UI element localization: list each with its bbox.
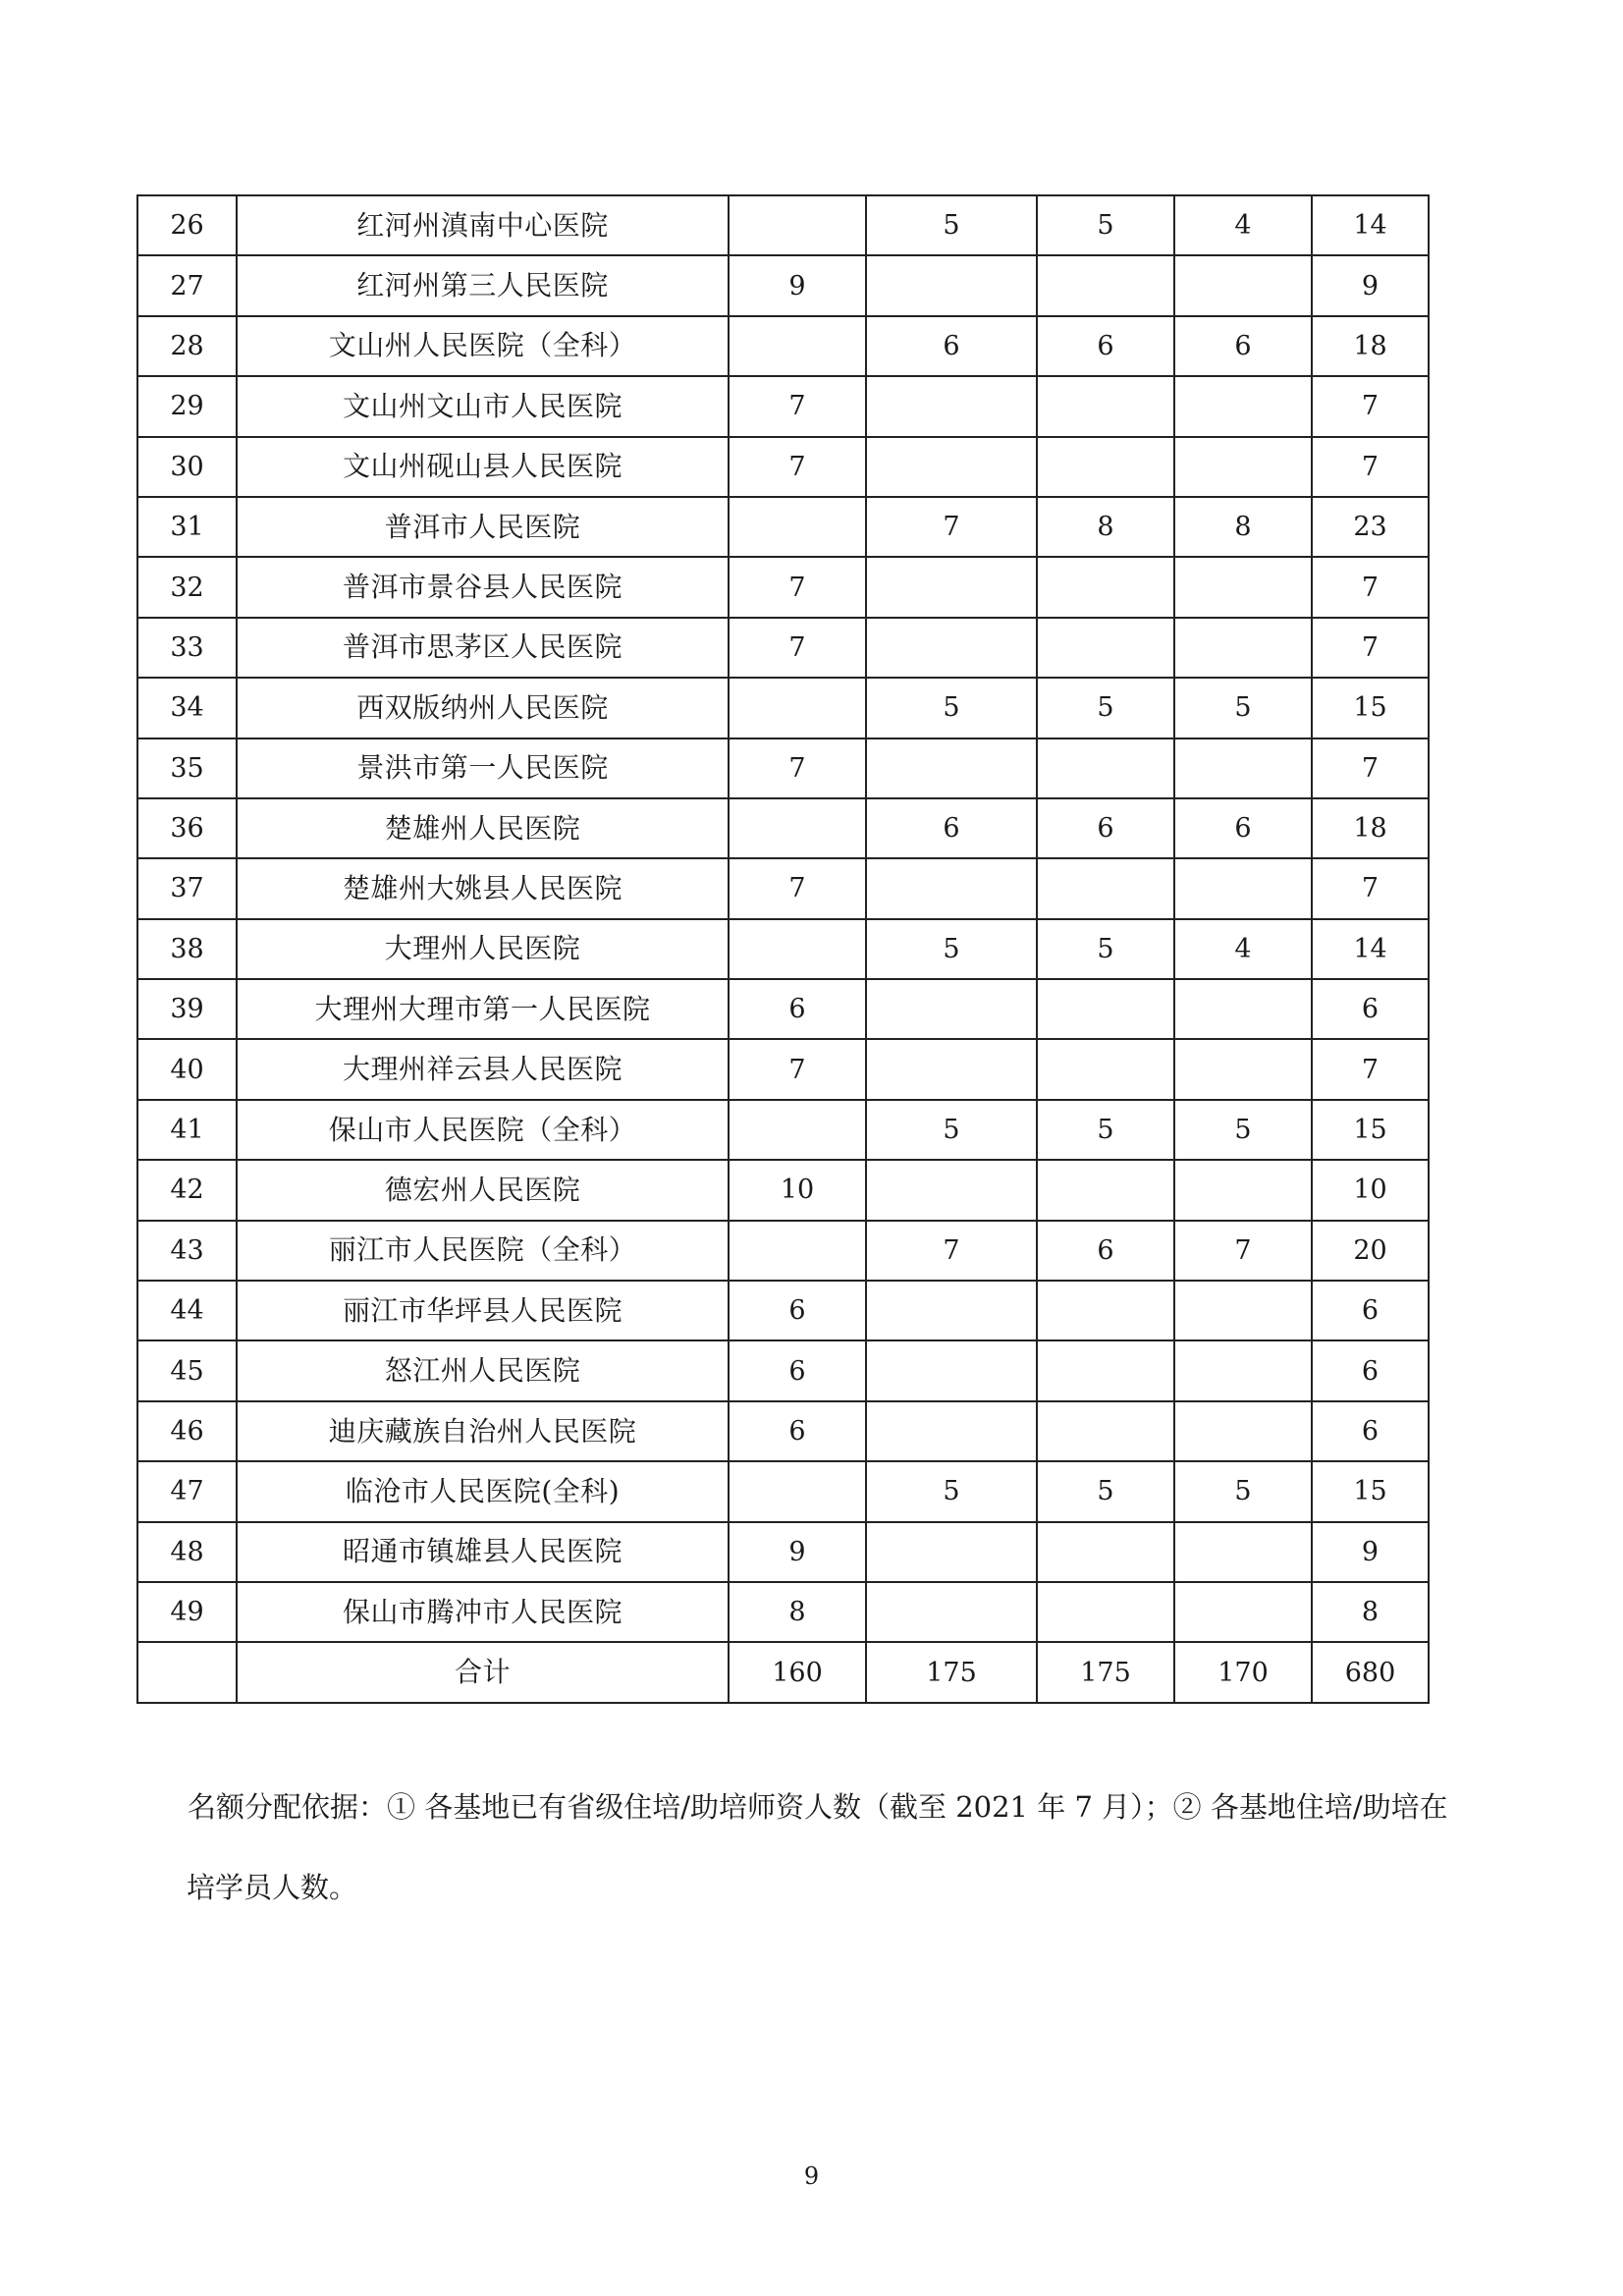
cell-total: 7 [1312,557,1429,617]
cell-hospital-name: 保山市人民医院（全科） [237,1100,729,1160]
cell-number: 48 [137,1522,237,1582]
table-row [137,255,1429,315]
cell-number: 44 [137,1281,237,1340]
table-row [137,678,1429,738]
cell-number: 34 [137,678,237,738]
cell-quota-4 [1174,376,1312,436]
cell-number: 35 [137,738,237,798]
cell-total: 20 [1312,1221,1429,1281]
cell-number: 46 [137,1401,237,1461]
cell-quota-2 [866,618,1037,678]
table-row [137,1461,1429,1521]
cell-quota-2: 6 [866,798,1037,858]
cell-number: 45 [137,1340,237,1400]
cell-quota-4: 5 [1174,1461,1312,1521]
cell-quota-4 [1174,437,1312,497]
cell-total: 10 [1312,1160,1429,1220]
cell-quota-1: 7 [729,618,866,678]
cell-hospital-name: 西双版纳州人民医院 [237,678,729,738]
cell-quota-3: 5 [1037,1100,1174,1160]
cell-quota-3 [1037,858,1174,918]
table-row [137,376,1429,436]
cell-quota-2 [866,1340,1037,1400]
cell-quota-3: 175 [1037,1642,1174,1702]
cell-quota-1: 8 [729,1582,866,1642]
cell-quota-1: 7 [729,738,866,798]
cell-quota-4: 6 [1174,798,1312,858]
cell-quota-2 [866,1401,1037,1461]
cell-quota-1: 6 [729,1340,866,1400]
cell-hospital-name: 文山州文山市人民医院 [237,376,729,436]
cell-quota-3: 5 [1037,1461,1174,1521]
cell-quota-2 [866,376,1037,436]
cell-quota-3 [1037,738,1174,798]
cell-quota-3 [1037,1039,1174,1099]
cell-quota-1 [729,195,866,255]
cell-quota-3 [1037,1401,1174,1461]
cell-number: 36 [137,798,237,858]
cell-number: 33 [137,618,237,678]
cell-total: 15 [1312,1461,1429,1521]
cell-quota-1: 6 [729,1281,866,1340]
cell-quota-3: 8 [1037,497,1174,557]
table-row [137,1522,1429,1582]
cell-total: 18 [1312,798,1429,858]
cell-number: 47 [137,1461,237,1521]
table-row [137,798,1429,858]
allocation-note-line2: 培学员人数。 [187,1871,358,1904]
cell-hospital-name: 文山州人民医院（全科） [237,316,729,376]
table-row [137,1401,1429,1461]
cell-quota-1 [729,919,866,979]
cell-total: 6 [1312,1340,1429,1400]
cell-hospital-name: 景洪市第一人民医院 [237,738,729,798]
table-row [137,618,1429,678]
cell-number: 42 [137,1160,237,1220]
cell-hospital-name: 普洱市人民医院 [237,497,729,557]
cell-quota-4 [1174,255,1312,315]
cell-quota-4: 5 [1174,1100,1312,1160]
cell-total: 15 [1312,678,1429,738]
cell-quota-3 [1037,1160,1174,1220]
cell-total: 7 [1312,858,1429,918]
cell-quota-1: 7 [729,376,866,436]
cell-quota-2 [866,557,1037,617]
cell-quota-4 [1174,557,1312,617]
cell-quota-4 [1174,1340,1312,1400]
table-row [137,1340,1429,1400]
table-total-row [137,1642,1429,1702]
cell-quota-2 [866,1160,1037,1220]
cell-quota-1: 160 [729,1642,866,1702]
cell-quota-2: 7 [866,497,1037,557]
cell-total: 7 [1312,1039,1429,1099]
cell-hospital-name: 德宏州人民医院 [237,1160,729,1220]
table-row [137,738,1429,798]
cell-hospital-name: 普洱市思茅区人民医院 [237,618,729,678]
cell-quota-1 [729,1461,866,1521]
cell-number: 41 [137,1100,237,1160]
cell-quota-2 [866,1281,1037,1340]
cell-hospital-name: 大理州人民医院 [237,919,729,979]
cell-quota-4 [1174,1160,1312,1220]
cell-quota-3 [1037,1340,1174,1400]
cell-quota-3 [1037,255,1174,315]
cell-quota-3 [1037,437,1174,497]
cell-quota-4 [1174,1522,1312,1582]
cell-quota-3 [1037,618,1174,678]
cell-quota-2 [866,255,1037,315]
cell-quota-4 [1174,979,1312,1039]
table-row [137,1100,1429,1160]
table-row [137,1160,1429,1220]
cell-quota-1: 6 [729,979,866,1039]
cell-number: 40 [137,1039,237,1099]
cell-hospital-name: 保山市腾冲市人民医院 [237,1582,729,1642]
cell-quota-4: 4 [1174,195,1312,255]
cell-hospital-name: 普洱市景谷县人民医院 [237,557,729,617]
cell-quota-1: 7 [729,1039,866,1099]
cell-total: 14 [1312,195,1429,255]
cell-quota-2: 5 [866,678,1037,738]
cell-quota-4: 7 [1174,1221,1312,1281]
table-row [137,437,1429,497]
cell-hospital-name: 临沧市人民医院(全科) [237,1461,729,1521]
cell-quota-1: 9 [729,1522,866,1582]
cell-quota-2: 5 [866,195,1037,255]
cell-total: 14 [1312,919,1429,979]
cell-quota-4 [1174,1039,1312,1099]
cell-quota-4 [1174,1281,1312,1340]
cell-total: 23 [1312,497,1429,557]
cell-total: 9 [1312,255,1429,315]
cell-quota-2: 175 [866,1642,1037,1702]
cell-quota-3: 6 [1037,798,1174,858]
cell-quota-1: 7 [729,557,866,617]
cell-quota-2 [866,979,1037,1039]
cell-quota-1 [729,1221,866,1281]
table-row [137,557,1429,617]
cell-quota-1 [729,1100,866,1160]
cell-quota-4 [1174,618,1312,678]
cell-quota-3 [1037,1522,1174,1582]
cell-total: 7 [1312,376,1429,436]
cell-quota-4: 170 [1174,1642,1312,1702]
cell-quota-2: 5 [866,1461,1037,1521]
cell-quota-4 [1174,1401,1312,1461]
cell-quota-3: 5 [1037,195,1174,255]
table-row [137,195,1429,255]
cell-hospital-name: 昭通市镇雄县人民医院 [237,1522,729,1582]
cell-number: 38 [137,919,237,979]
cell-number: 29 [137,376,237,436]
cell-quota-3 [1037,376,1174,436]
table-body [137,195,1429,1703]
cell-number [137,1642,237,1702]
cell-quota-4 [1174,1582,1312,1642]
cell-number: 39 [137,979,237,1039]
cell-hospital-name: 大理州祥云县人民医院 [237,1039,729,1099]
cell-quota-2 [866,858,1037,918]
cell-quota-2: 5 [866,1100,1037,1160]
cell-number: 49 [137,1582,237,1642]
cell-quota-2: 5 [866,919,1037,979]
cell-hospital-name: 合计 [237,1642,729,1702]
cell-quota-1: 7 [729,858,866,918]
cell-quota-1: 6 [729,1401,866,1461]
cell-total: 8 [1312,1582,1429,1642]
cell-hospital-name: 楚雄州大姚县人民医院 [237,858,729,918]
cell-hospital-name: 红河州滇南中心医院 [237,195,729,255]
cell-quota-2 [866,437,1037,497]
cell-quota-1 [729,678,866,738]
cell-quota-3 [1037,557,1174,617]
cell-quota-1 [729,497,866,557]
cell-total: 15 [1312,1100,1429,1160]
cell-quota-3 [1037,979,1174,1039]
cell-total: 9 [1312,1522,1429,1582]
cell-hospital-name: 丽江市人民医院（全科） [237,1221,729,1281]
cell-quota-2: 7 [866,1221,1037,1281]
cell-quota-2 [866,1522,1037,1582]
cell-quota-1: 9 [729,255,866,315]
cell-total: 6 [1312,1401,1429,1461]
allocation-note-line1: 名额分配依据：① 各基地已有省级住培/助培师资人数（截至 2021 年 7 月）；② 各基地住培/助培在 [188,1790,1448,1824]
cell-quota-4 [1174,738,1312,798]
cell-hospital-name: 怒江州人民医院 [237,1340,729,1400]
cell-hospital-name: 红河州第三人民医院 [237,255,729,315]
cell-total: 6 [1312,1281,1429,1340]
cell-number: 28 [137,316,237,376]
cell-total: 7 [1312,738,1429,798]
cell-quota-2: 6 [866,316,1037,376]
cell-quota-1 [729,798,866,858]
quota-table [136,194,1430,1704]
cell-number: 32 [137,557,237,617]
table-row [137,497,1429,557]
table-row [137,1281,1429,1340]
cell-quota-1 [729,316,866,376]
cell-quota-3: 5 [1037,678,1174,738]
cell-quota-4: 6 [1174,316,1312,376]
cell-quota-4 [1174,858,1312,918]
cell-total: 680 [1312,1642,1429,1702]
cell-quota-2 [866,1582,1037,1642]
table-row [137,919,1429,979]
cell-quota-1: 7 [729,437,866,497]
cell-quota-2 [866,1039,1037,1099]
cell-total: 6 [1312,979,1429,1039]
cell-quota-2 [866,738,1037,798]
cell-number: 30 [137,437,237,497]
cell-hospital-name: 文山州砚山县人民医院 [237,437,729,497]
cell-total: 7 [1312,437,1429,497]
cell-quota-3 [1037,1582,1174,1642]
table-row [137,1582,1429,1642]
cell-quota-4: 4 [1174,919,1312,979]
cell-number: 31 [137,497,237,557]
cell-total: 18 [1312,316,1429,376]
table-row [137,1039,1429,1099]
cell-number: 26 [137,195,237,255]
cell-hospital-name: 迪庆藏族自治州人民医院 [237,1401,729,1461]
table-row [137,858,1429,918]
page-number: 9 [803,2162,820,2190]
table-row [137,316,1429,376]
cell-number: 37 [137,858,237,918]
cell-quota-3 [1037,1281,1174,1340]
cell-quota-3: 6 [1037,1221,1174,1281]
cell-hospital-name: 大理州大理市第一人民医院 [237,979,729,1039]
cell-hospital-name: 楚雄州人民医院 [237,798,729,858]
table-row [137,979,1429,1039]
cell-quota-3: 5 [1037,919,1174,979]
cell-hospital-name: 丽江市华坪县人民医院 [237,1281,729,1340]
cell-quota-4: 8 [1174,497,1312,557]
cell-quota-1: 10 [729,1160,866,1220]
cell-total: 7 [1312,618,1429,678]
cell-number: 27 [137,255,237,315]
cell-number: 43 [137,1221,237,1281]
cell-quota-3: 6 [1037,316,1174,376]
table-row [137,1221,1429,1281]
cell-quota-4: 5 [1174,678,1312,738]
